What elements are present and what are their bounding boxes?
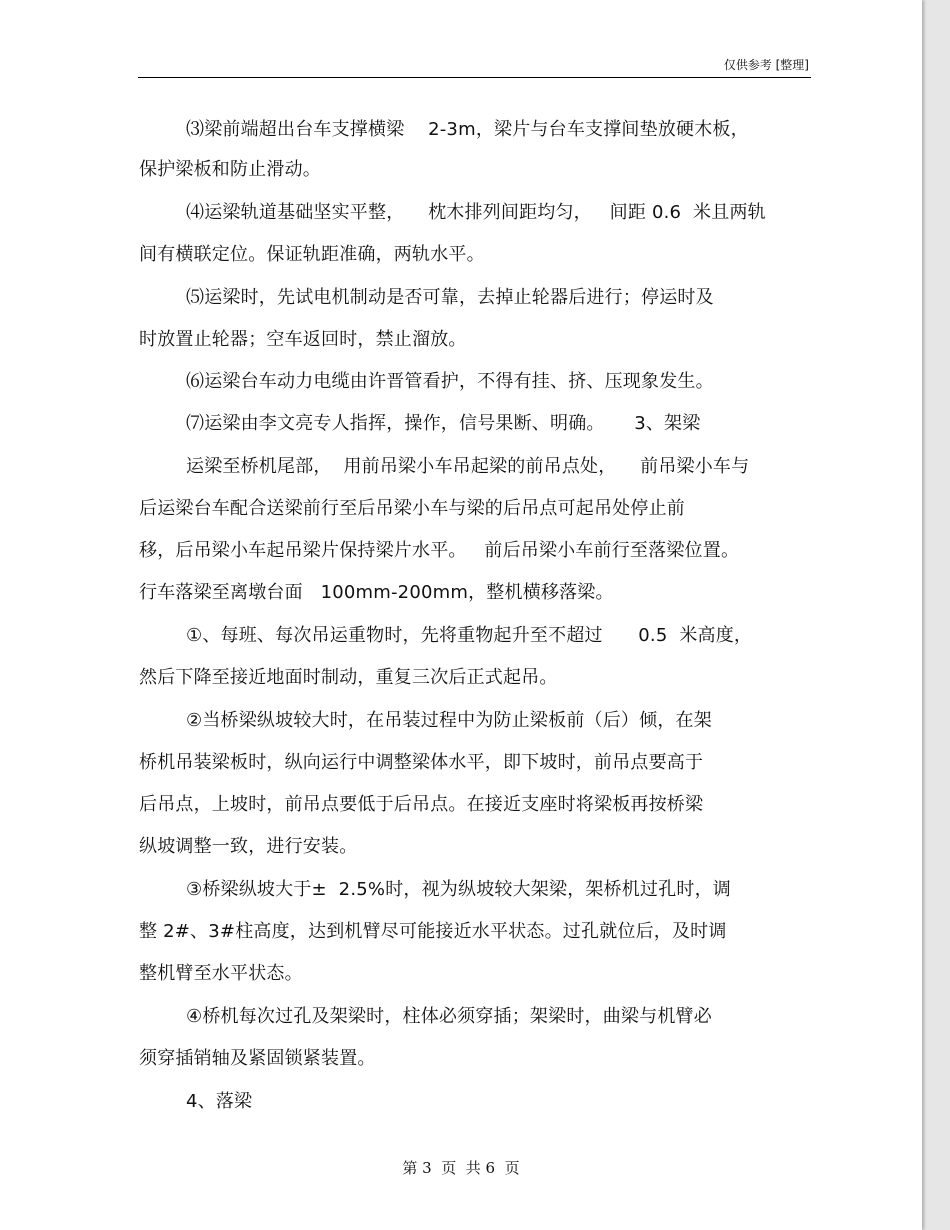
- text-line: 时放置止轮器；空车返回时，禁止溜放。: [139, 329, 467, 350]
- text-line: ③桥梁纵坡大于± 2.5%时，视为纵坡较大架梁，架桥机过孔时，调: [186, 879, 731, 900]
- text-line: ②当桥梁纵坡较大时，在吊装过程中为防止梁板前（后）倾，在架: [186, 710, 712, 731]
- text-line: 后吊点，上坡时，前吊点要低于后吊点。在接近支座时将梁板再按桥梁: [139, 794, 704, 815]
- text-line: 保护梁板和防止滑动。: [139, 159, 321, 180]
- text-line: 整 2#、3#柱高度，达到机臂尽可能接近水平状态。过孔就位后，及时调: [139, 921, 727, 942]
- text-line: 运梁至桥机尾部， 用前吊梁小车吊起梁的前吊点处， 前吊梁小车与: [186, 456, 750, 477]
- text-line: 移，后吊梁小车起吊梁片保持梁片水平。 前后吊梁小车前行至落梁位置。: [139, 540, 740, 561]
- text-line: 然后下降至接近地面时制动，重复三次后正式起吊。: [139, 667, 558, 688]
- text-line: ④桥机每次过孔及架梁时，柱体必须穿插；架梁时，曲梁与机臂必: [186, 1006, 712, 1027]
- text-line: ⑺运梁由李文亮专人指挥，操作，信号果断、明确。 3、架梁: [186, 413, 701, 434]
- text-line: ①、每班、每次吊运重物时，先将重物起升至不超过 0.5 米高度，: [186, 625, 753, 646]
- page-header: [138, 53, 811, 78]
- text-line: 后运梁台车配合送梁前行至后吊梁小车与梁的后吊点可起吊处停止前: [139, 498, 685, 519]
- text-line: 桥机吊装梁板时，纵向运行中调整梁体水平，即下坡时，前吊点要高于: [139, 752, 704, 773]
- text-line: 纵坡调整一致，进行安装。: [139, 836, 358, 857]
- text-line: ⑶梁前端超出台车支撑横梁 2-3m，梁片与台车支撑间垫放硬木板，: [186, 119, 749, 140]
- text-line: 整机臂至水平状态。: [139, 963, 303, 984]
- text-line: 4、落梁: [186, 1091, 253, 1112]
- header-text: 仅供参考 [整理]: [723, 58, 809, 72]
- text-line: 须穿插销轴及紧固锁紧装置。: [139, 1048, 376, 1069]
- text-line: ⑹运梁台车动力电缆由许晋管看护，不得有挂、挤、压现象发生。: [186, 371, 714, 392]
- text-line: 间有横联定位。保证轨距准确，两轨水平。: [139, 244, 485, 265]
- text-line: 行车落梁至离墩台面 100mm-200mm，整机横移落梁。: [139, 582, 614, 603]
- text-line: ⑷运梁轨道基础坚实平整， 枕木排列间距均匀， 间距 0.6 米且两轨: [186, 202, 766, 223]
- page-number: 第 3 页 共 6 页: [402, 1159, 520, 1177]
- text-line: ⑸运梁时，先试电机制动是否可靠，去掉止轮器后进行；停运时及: [186, 287, 714, 308]
